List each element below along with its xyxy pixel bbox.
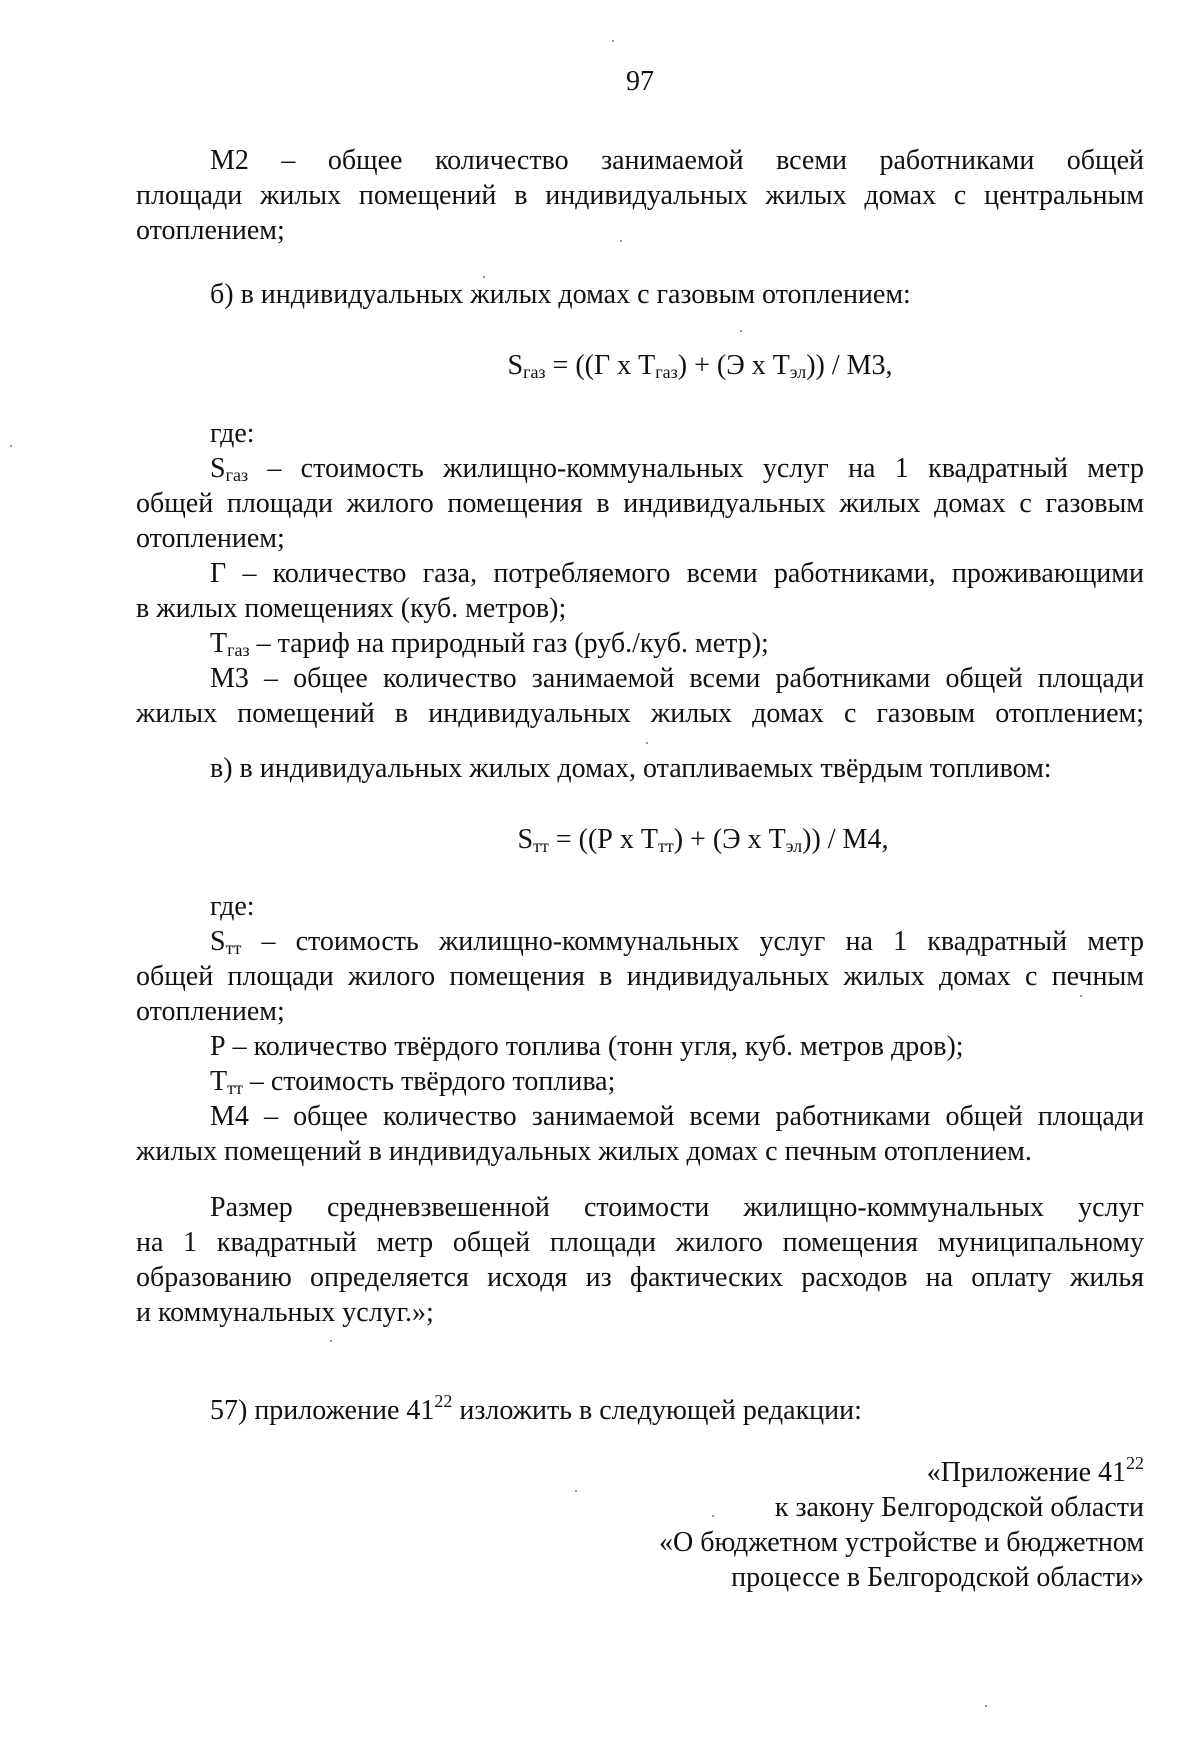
paragraph-line: площади жилых помещений в индивидуальных жилых домах с центральным [136, 180, 1144, 211]
definition-line: жилых помещений в индивидуальных жилых домах с газовым отоплением; [136, 698, 1144, 729]
definition-line [136, 451, 1144, 486]
scan-speck [483, 276, 485, 278]
formula-subscript: тт [533, 836, 549, 856]
formula-part: ) + (Э х Т [673, 824, 786, 855]
formula-subscript: газ [655, 362, 678, 382]
appendix-superscript: 22 [1126, 1453, 1144, 1473]
appendix-line [659, 1455, 1144, 1490]
paragraph-average-cost [136, 1190, 1144, 1330]
appendix-header [659, 1455, 1144, 1595]
definition-line: отоплением; [136, 523, 285, 554]
scan-speck [612, 40, 614, 42]
scan-speck [985, 1705, 987, 1707]
formula-subscript: тт [657, 836, 674, 856]
item-superscript: 22 [434, 1391, 453, 1411]
def-text: – стоимость жилищно-коммунальных услуг на 1 квадратный метр [248, 453, 1144, 484]
definition-line: общей площади жилого помещения в индивидуальных жилых домах с печным [136, 961, 1144, 992]
item-text: 57) приложение 41 [210, 1395, 435, 1426]
definition-line: жилых помещений в индивидуальных жилых домах с печным отоплением. [136, 1136, 1032, 1167]
def-text: – стоимость твёрдого топлива; [242, 1066, 616, 1097]
definition-line: в жилых помещениях (куб. метров); [136, 593, 567, 624]
formula-subscript: эл [789, 362, 807, 382]
section-b-text: б) в индивидуальных жилых домах с газовым отоплением: [210, 279, 911, 310]
def-subscript: тт [227, 1078, 243, 1098]
paragraph-line: на 1 квадратный метр общей площади жилого помещения муниципальному [136, 1227, 1144, 1258]
definitions-gas [136, 416, 1144, 731]
paragraph-m2 [136, 143, 1144, 248]
section-v-heading [136, 751, 1144, 786]
def-text: – стоимость жилищно-коммунальных услуг на 1 квадратный метр [241, 926, 1144, 957]
scan-speck [712, 1515, 714, 1517]
where-label: где: [210, 891, 255, 922]
formula-gas [0, 348, 1200, 383]
def-subscript: тт [225, 938, 242, 958]
definition-line: Г – количество газа, потребляемого всеми работниками, проживающими [210, 558, 1144, 589]
formula-subscript: эл [785, 836, 803, 856]
def-subscript: газ [225, 465, 249, 485]
section-b-heading [136, 277, 1144, 312]
scan-speck [620, 240, 622, 242]
item-text: изложить в следующей редакции: [452, 1395, 862, 1426]
item-57 [136, 1393, 1144, 1428]
def-symbol: S [210, 453, 226, 484]
scan-speck [740, 330, 742, 332]
definition-line: общей площади жилого помещения в индивидуальных жилых домах с газовым [136, 488, 1144, 519]
section-v-text: в) в индивидуальных жилых домах, отапливаемых твёрдым топливом: [210, 753, 1052, 784]
def-subscript: газ [227, 640, 250, 660]
definition-line: Р – количество твёрдого топлива (тонн угля, куб. метров дров); [210, 1031, 964, 1062]
page-number: 97 [626, 66, 654, 97]
item-57-text [136, 1393, 1144, 1428]
paragraph-line: образованию определяется исходя из фактических расходов на оплату жилья [136, 1262, 1144, 1293]
appendix-line: к закону Белгородской области [774, 1492, 1144, 1523]
paragraph-line: и коммунальных услуг.»; [136, 1297, 434, 1328]
paragraph-line: Размер средневзвешенной стоимости жилищно-коммунальных услуг [210, 1192, 1144, 1223]
definition-line: М4 – общее количество занимаемой всеми работниками общей площади [210, 1101, 1144, 1132]
where-label: где: [210, 418, 255, 449]
formula-part: )) / М3, [806, 350, 893, 381]
formula-symbol: S [507, 350, 524, 381]
definition-line: М3 – общее количество занимаемой всеми работниками общей площади [210, 663, 1144, 694]
definition-line [136, 626, 1144, 661]
formula-part: )) / М4, [802, 824, 889, 855]
def-symbol: S [210, 926, 226, 957]
scan-speck [10, 445, 12, 447]
paragraph-line: отоплением; [136, 215, 285, 246]
def-text: – тариф на природный газ (руб./куб. метр); [249, 628, 769, 659]
appendix-line: процессе в Белгородской области» [731, 1562, 1144, 1593]
formula-part: ) + (Э х Т [677, 350, 790, 381]
appendix-title: «Приложение 41 [926, 1457, 1126, 1488]
definition-line [136, 924, 1144, 959]
formula-solid-fuel [0, 822, 1200, 857]
appendix-line: «О бюджетном устройстве и бюджетном [659, 1527, 1144, 1558]
paragraph-line: М2 – общее количество занимаемой всеми работниками общей [210, 145, 1144, 176]
formula-subscript: газ [523, 362, 546, 382]
def-symbol: Т [210, 628, 228, 659]
formula-part: = ((Р х Т [548, 824, 658, 855]
scan-speck [1080, 995, 1082, 997]
definition-line: отоплением; [136, 996, 285, 1027]
formula-symbol: S [517, 824, 534, 855]
scan-speck [646, 742, 648, 744]
definition-line [136, 1064, 1144, 1099]
def-symbol: Т [210, 1066, 228, 1097]
formula-part: = ((Г х Т [545, 350, 656, 381]
scan-speck [330, 1340, 332, 1342]
scan-speck [575, 1490, 577, 1492]
definitions-solid-fuel [136, 889, 1144, 1169]
